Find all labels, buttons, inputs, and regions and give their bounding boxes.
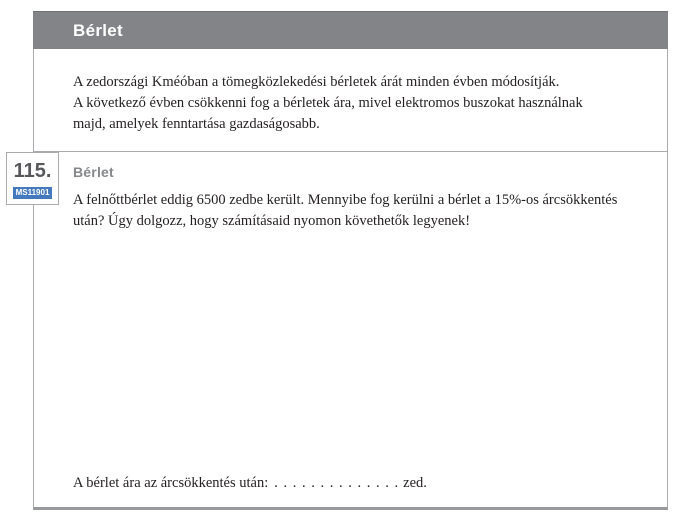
question-line: után? Úgy dolgozz, hogy számításaid nyomon követhetők legyenek!	[73, 213, 471, 229]
answer-line	[73, 475, 427, 492]
section-header-bar	[33, 11, 668, 49]
question-line: A felnőttbérlet eddig 6500 zedbe került. Mennyibe fog kerülni a bérlet a 15%-os árcsökkentés	[73, 192, 618, 208]
answer-prefix: A bérlet ára az árcsökkentés után:	[73, 475, 269, 491]
intro-section	[33, 49, 668, 151]
intro-paragraph	[73, 72, 583, 135]
answer-blank: . . . . . . . . . . . . . .	[274, 475, 400, 491]
intro-line: majd, amelyek fenntartása gazdaságosabb.	[73, 116, 320, 132]
question-heading: Bérlet	[73, 164, 114, 180]
intro-line: A zedországi Kméóban a tömegközlekedési bérletek árát minden évben módosítják.	[73, 74, 560, 90]
section-title: Bérlet	[73, 20, 123, 40]
question-text	[73, 190, 617, 232]
question-code-badge: MS11901	[13, 187, 53, 199]
question-number: 115.	[13, 160, 52, 182]
answer-unit: zed.	[403, 475, 427, 491]
question-number-tab	[6, 152, 59, 205]
question-box	[33, 151, 668, 510]
intro-line: A következő évben csökkenni fog a bérletek ára, mivel elektromos buszokat használnak	[73, 95, 583, 111]
